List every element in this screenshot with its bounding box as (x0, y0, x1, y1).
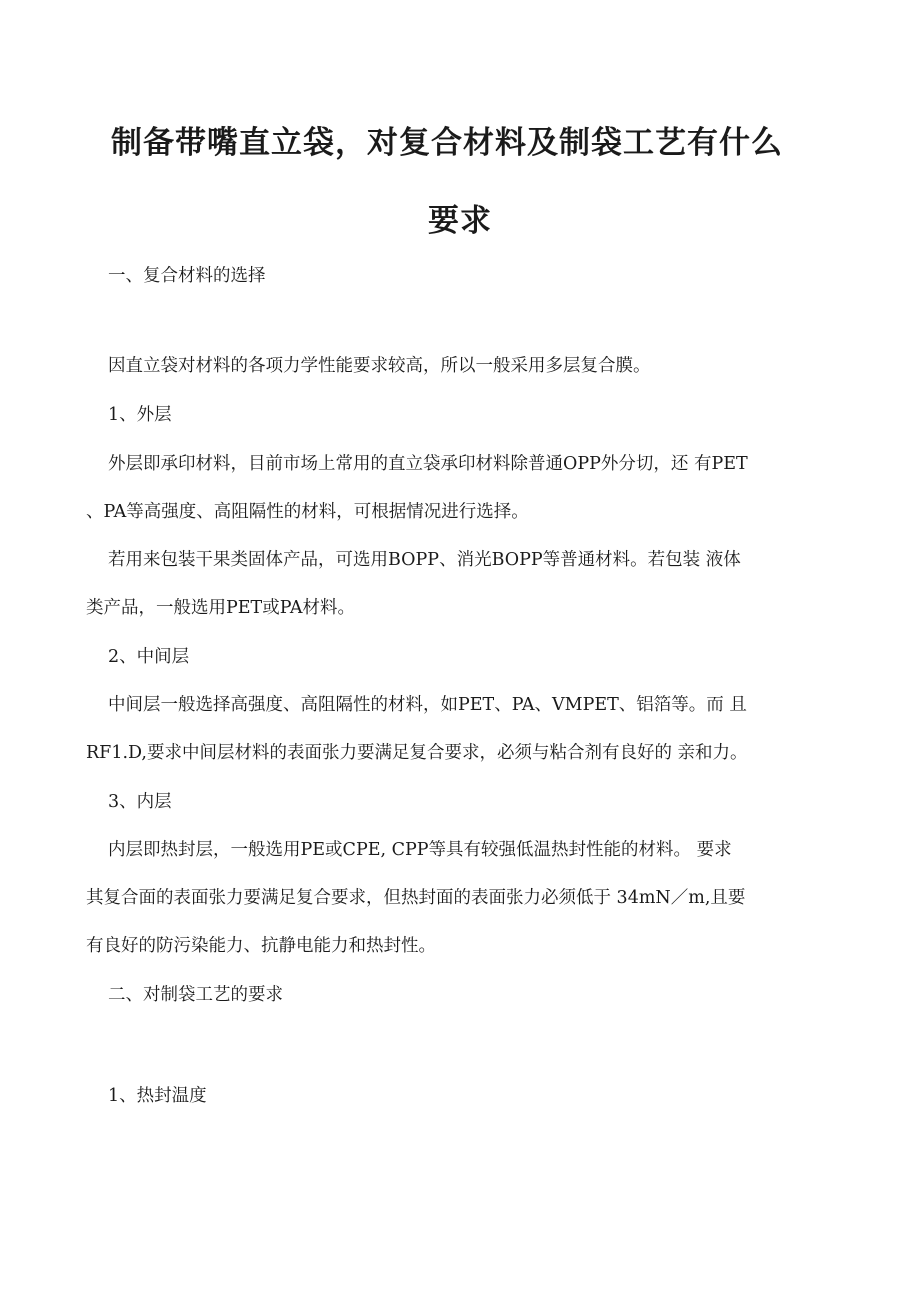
section-2-heading: 二、对制袋工艺的要求 (108, 985, 283, 1005)
inner-p1-line-3: 有良好的防污染能力、抗静电能力和热封性。 (86, 936, 436, 956)
intro-paragraph: 因直立袋对材料的各项力学性能要求较高，所以一般采用多层复合膜。 (108, 356, 651, 376)
title-line-1: 制备带嘴直立袋，对复合材料及制袋工艺有什么 (111, 125, 783, 161)
middle-p1-line-1: 中间层一般选择高强度、高阻隔性的材料，如PET、PA、VMPET、铝箔等。而 且 (108, 695, 747, 715)
outer-p2-line-1: 若用来包装干果类固体产品，可选用BOPP、消光BOPP等普通材料。若包装 液体 (108, 550, 741, 570)
inner-p1-line-1: 内层即热封层，一般选用PE或CPE, CPP等具有较强低温热封性能的材料。 要求 (108, 840, 732, 860)
outer-p2-line-2: 类产品，一般选用PET或PA材料。 (86, 598, 356, 618)
middle-p1-line-2: RF1.D,要求中间层材料的表面张力要满足复合要求，必须与粘合剂有良好的 亲和力。 (86, 743, 748, 763)
heat-seal-temperature-heading: 1、热封温度 (108, 1086, 207, 1106)
inner-layer-heading: 3、内层 (108, 792, 172, 812)
title-line-2: 要求 (428, 203, 492, 239)
middle-layer-heading: 2、中间层 (108, 647, 190, 667)
outer-p1-line-1: 外层即承印材料，目前市场上常用的直立袋承印材料除普通OPP外分切，还 有PET (108, 454, 748, 474)
inner-p1-line-2: 其复合面的表面张力要满足复合要求，但热封面的表面张力必须低于 34mN／m,且要 (86, 888, 746, 908)
outer-p1-line-2: 、PA等高强度、高阻隔性的材料，可根据情况进行选择。 (86, 502, 529, 522)
outer-layer-heading: 1、外层 (108, 405, 172, 425)
section-1-heading: 一、复合材料的选择 (108, 266, 266, 286)
